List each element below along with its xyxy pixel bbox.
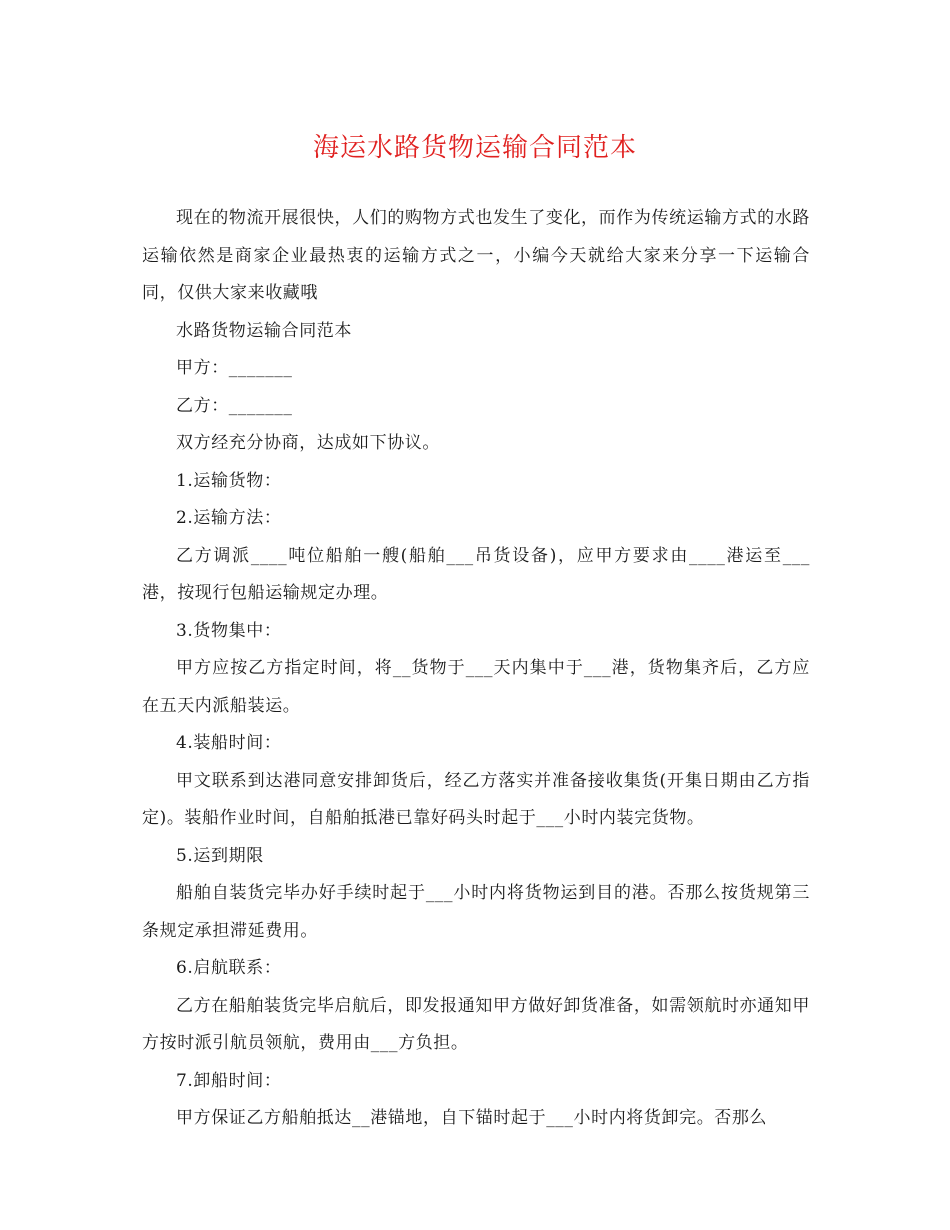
clause-5-heading: 5.运到期限 [176, 845, 264, 866]
clause-2-text: 乙方调派____吨位船舶一艘(船舶___吊货设备)，应甲方要求由____港运至___港，按现行包船运输规定办理。 [142, 545, 810, 603]
clause-4-heading: 4.装船时间： [176, 733, 282, 753]
agreement-line: 双方经充分协商，达成如下协议。 [176, 433, 440, 453]
contract-heading: 水路货物运输合同范本 [176, 320, 352, 341]
clause-5-text: 船舶自装货完毕办好手续时起于___小时内将货物运到目的港。否那么按货规第三条规定承担滞延费用。 [142, 883, 810, 941]
clause-1-heading: 1.运输货物： [176, 470, 282, 491]
intro-paragraph: 现在的物流开展很快，人们的购物方式也发生了变化，而作为传统运输方式的水路运输依然是商家企业最热衷的运输方式之一，小编今天就给大家来分享一下运输合同，仅供大家来收藏哦 [142, 208, 810, 303]
document-title: 海运水路货物运输合同范本 [312, 133, 637, 163]
clause-7-heading: 7.卸船时间： [176, 1070, 282, 1091]
clause-6-heading: 6.启航联系： [176, 958, 282, 978]
clause-3-heading: 3.货物集中： [176, 620, 282, 641]
document-body [142, 200, 810, 1138]
clause-2-heading: 2.运输方法： [176, 508, 282, 528]
party-a-line: 甲方：_______ [176, 358, 293, 378]
clause-3-text: 甲方应按乙方指定时间，将__货物于___天内集中于___港，货物集齐后，乙方应在五天内派船装运。 [142, 658, 810, 716]
clause-4-text: 甲文联系到达港同意安排卸货后，经乙方落实并准备接收集货(开集日期由乙方指定)。装船作业时间，自船舶抵港已靠好码头时起于___小时内装完货物。 [142, 770, 810, 828]
party-b-line: 乙方：_______ [176, 395, 293, 416]
clause-6-text: 乙方在船舶装货完毕启航后，即发报通知甲方做好卸货准备，如需领航时亦通知甲方按时派引航员领航，费用由___方负担。 [142, 995, 810, 1053]
clause-7-text: 甲方保证乙方船舶抵达__港锚地，自下锚时起于___小时内将货卸完。否那么 [176, 1108, 768, 1128]
